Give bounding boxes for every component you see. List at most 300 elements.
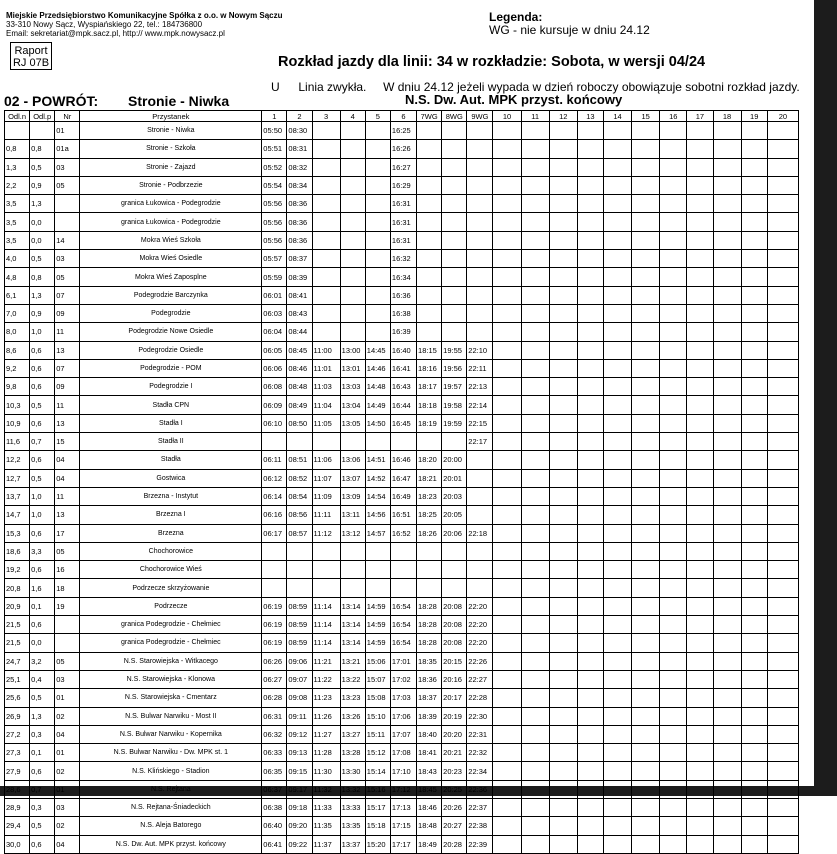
- departure-time-cell: [340, 140, 365, 158]
- distance-total-cell: 28,9: [5, 798, 30, 816]
- empty-course-cell: [660, 122, 687, 140]
- stop-name-cell: granica Podegrodzie - Chełmiec: [80, 634, 262, 652]
- departure-time-cell: [312, 158, 340, 176]
- empty-course-cell: [660, 268, 687, 286]
- stop-number-cell: [55, 213, 80, 231]
- empty-course-cell: [687, 433, 713, 451]
- departure-time-cell: 09:06: [287, 652, 312, 670]
- distance-segment-cell: 0,0: [30, 213, 55, 231]
- empty-course-cell: [632, 561, 660, 579]
- empty-course-cell: [493, 817, 521, 835]
- empty-course-cell: [493, 798, 521, 816]
- empty-course-cell: [767, 652, 798, 670]
- departure-time-cell: [312, 231, 340, 249]
- departure-time-cell: 09:22: [287, 835, 312, 853]
- empty-course-cell: [660, 213, 687, 231]
- empty-course-cell: [687, 835, 713, 853]
- company-name: Miejskie Przedsiębiorstwo Komunikacyjne Spółka z o.o. w Nowym Sączu: [6, 11, 283, 20]
- table-row: [5, 158, 799, 176]
- departure-time-cell: [312, 286, 340, 304]
- table-row: [5, 506, 799, 524]
- empty-course-cell: [493, 176, 521, 194]
- stop-number-cell: 15: [55, 433, 80, 451]
- departure-time-cell: [417, 122, 442, 140]
- empty-course-cell: [687, 707, 713, 725]
- empty-course-cell: [603, 561, 631, 579]
- stop-number-cell: 05: [55, 176, 80, 194]
- empty-course-cell: [713, 817, 741, 835]
- distance-segment-cell: 0,6: [30, 359, 55, 377]
- empty-course-cell: [713, 268, 741, 286]
- empty-course-cell: [577, 140, 603, 158]
- departure-time-cell: 22:27: [467, 670, 493, 688]
- departure-time-cell: 08:48: [287, 378, 312, 396]
- departure-time-cell: [467, 140, 493, 158]
- departure-time-cell: 13:28: [340, 744, 365, 762]
- empty-course-cell: [603, 396, 631, 414]
- departure-time-cell: [442, 250, 467, 268]
- distance-total-cell: 18,6: [5, 542, 30, 560]
- empty-course-cell: [741, 744, 767, 762]
- departure-time-cell: [417, 268, 442, 286]
- empty-course-cell: [577, 286, 603, 304]
- empty-course-cell: [549, 268, 577, 286]
- stop-name-cell: granica Łukowica - Podegrodzie: [80, 195, 262, 213]
- departure-time-cell: 14:45: [365, 341, 390, 359]
- departure-time-cell: 08:45: [287, 341, 312, 359]
- empty-course-cell: [577, 158, 603, 176]
- departure-time-cell: 14:52: [365, 469, 390, 487]
- departure-time-cell: [467, 451, 493, 469]
- table-row: [5, 268, 799, 286]
- stop-number-cell: 03: [55, 798, 80, 816]
- empty-course-cell: [577, 195, 603, 213]
- departure-time-cell: 20:08: [442, 597, 467, 615]
- table-row: [5, 414, 799, 432]
- distance-total-cell: 3,5: [5, 195, 30, 213]
- stop-name-cell: Stronie - Zajazd: [80, 158, 262, 176]
- departure-time-cell: 05:56: [262, 213, 287, 231]
- departure-time-cell: 17:15: [390, 817, 416, 835]
- empty-course-cell: [549, 231, 577, 249]
- departure-time-cell: [442, 323, 467, 341]
- departure-time-cell: 06:16: [262, 506, 287, 524]
- empty-course-cell: [741, 378, 767, 396]
- column-header: 5: [365, 111, 390, 122]
- departure-time-cell: 13:14: [340, 597, 365, 615]
- distance-segment-cell: 1,3: [30, 195, 55, 213]
- departure-time-cell: 13:12: [340, 524, 365, 542]
- empty-course-cell: [493, 835, 521, 853]
- empty-course-cell: [603, 378, 631, 396]
- empty-course-cell: [632, 670, 660, 688]
- departure-time-cell: 16:31: [390, 213, 416, 231]
- empty-course-cell: [713, 652, 741, 670]
- empty-course-cell: [767, 744, 798, 762]
- empty-course-cell: [521, 597, 549, 615]
- departure-time-cell: 22:11: [467, 359, 493, 377]
- distance-segment-cell: 0,7: [30, 780, 55, 798]
- stop-number-cell: 13: [55, 506, 80, 524]
- departure-time-cell: 06:26: [262, 652, 287, 670]
- empty-course-cell: [603, 506, 631, 524]
- table-row: [5, 835, 799, 853]
- departure-time-cell: 16:43: [390, 378, 416, 396]
- departure-time-cell: 15:18: [365, 817, 390, 835]
- empty-course-cell: [603, 304, 631, 322]
- empty-course-cell: [549, 652, 577, 670]
- stop-number-cell: 13: [55, 341, 80, 359]
- empty-course-cell: [549, 213, 577, 231]
- empty-course-cell: [713, 213, 741, 231]
- empty-course-cell: [767, 122, 798, 140]
- empty-course-cell: [521, 286, 549, 304]
- empty-course-cell: [549, 817, 577, 835]
- distance-total-cell: 11,6: [5, 433, 30, 451]
- distance-segment-cell: 0,0: [30, 231, 55, 249]
- empty-course-cell: [660, 176, 687, 194]
- departure-time-cell: 06:41: [262, 835, 287, 853]
- empty-course-cell: [521, 616, 549, 634]
- empty-course-cell: [577, 725, 603, 743]
- empty-course-cell: [687, 469, 713, 487]
- stop-name-cell: Podrzecze skrzyżowanie: [80, 579, 262, 597]
- empty-course-cell: [713, 542, 741, 560]
- distance-segment-cell: 0,5: [30, 817, 55, 835]
- departure-time-cell: 14:48: [365, 378, 390, 396]
- stop-name-cell: N.S. Bulwar Narwiku - Dw. MPK st. 1: [80, 744, 262, 762]
- empty-course-cell: [521, 487, 549, 505]
- departure-time-cell: [417, 250, 442, 268]
- departure-time-cell: 09:12: [287, 725, 312, 743]
- departure-time-cell: 09:07: [287, 670, 312, 688]
- empty-course-cell: [632, 359, 660, 377]
- departure-time-cell: [312, 268, 340, 286]
- empty-course-cell: [577, 122, 603, 140]
- departure-time-cell: 11:01: [312, 359, 340, 377]
- distance-total-cell: 27,9: [5, 762, 30, 780]
- empty-course-cell: [577, 378, 603, 396]
- empty-course-cell: [577, 176, 603, 194]
- empty-course-cell: [687, 561, 713, 579]
- distance-total-cell: 27,3: [5, 744, 30, 762]
- departure-time-cell: 11:06: [312, 451, 340, 469]
- stop-number-cell: 02: [55, 762, 80, 780]
- empty-course-cell: [687, 176, 713, 194]
- departure-time-cell: [365, 231, 390, 249]
- empty-course-cell: [660, 652, 687, 670]
- departure-time-cell: 20:03: [442, 487, 467, 505]
- empty-course-cell: [660, 561, 687, 579]
- empty-course-cell: [521, 231, 549, 249]
- departure-time-cell: [417, 579, 442, 597]
- empty-course-cell: [493, 469, 521, 487]
- empty-course-cell: [687, 140, 713, 158]
- empty-course-cell: [741, 597, 767, 615]
- stop-number-cell: 05: [55, 652, 80, 670]
- departure-time-cell: 18:25: [417, 506, 442, 524]
- distance-total-cell: 15,3: [5, 524, 30, 542]
- departure-time-cell: 13:23: [340, 689, 365, 707]
- empty-course-cell: [549, 506, 577, 524]
- departure-time-cell: [365, 140, 390, 158]
- departure-time-cell: 17:03: [390, 689, 416, 707]
- empty-course-cell: [741, 396, 767, 414]
- stop-number-cell: 05: [55, 542, 80, 560]
- empty-course-cell: [660, 396, 687, 414]
- empty-course-cell: [632, 378, 660, 396]
- departure-time-cell: [365, 561, 390, 579]
- empty-course-cell: [741, 176, 767, 194]
- empty-course-cell: [577, 744, 603, 762]
- departure-time-cell: 16:32: [390, 250, 416, 268]
- empty-course-cell: [493, 158, 521, 176]
- company-address: 33-310 Nowy Sącz, Wyspiańskiego 22, tel.: 184736800: [6, 20, 203, 29]
- empty-course-cell: [632, 176, 660, 194]
- distance-total-cell: 25,1: [5, 670, 30, 688]
- departure-time-cell: 22:18: [467, 524, 493, 542]
- table-row: [5, 469, 799, 487]
- empty-course-cell: [577, 487, 603, 505]
- distance-segment-cell: 0,8: [30, 140, 55, 158]
- empty-course-cell: [741, 817, 767, 835]
- departure-time-cell: 05:50: [262, 122, 287, 140]
- stop-number-cell: 11: [55, 323, 80, 341]
- empty-course-cell: [603, 451, 631, 469]
- distance-segment-cell: 0,9: [30, 176, 55, 194]
- departure-time-cell: [417, 433, 442, 451]
- empty-course-cell: [632, 286, 660, 304]
- departure-time-cell: 20:28: [442, 835, 467, 853]
- departure-time-cell: [467, 231, 493, 249]
- departure-time-cell: 11:22: [312, 670, 340, 688]
- empty-course-cell: [767, 670, 798, 688]
- empty-course-cell: [603, 250, 631, 268]
- empty-course-cell: [767, 140, 798, 158]
- empty-course-cell: [741, 213, 767, 231]
- empty-course-cell: [577, 506, 603, 524]
- empty-course-cell: [603, 725, 631, 743]
- distance-segment-cell: 0,1: [30, 744, 55, 762]
- empty-course-cell: [713, 744, 741, 762]
- empty-course-cell: [632, 268, 660, 286]
- empty-course-cell: [549, 140, 577, 158]
- empty-course-cell: [660, 341, 687, 359]
- departure-time-cell: [312, 561, 340, 579]
- stop-number-cell: 03: [55, 250, 80, 268]
- departure-time-cell: 17:13: [390, 798, 416, 816]
- distance-total-cell: 2,2: [5, 176, 30, 194]
- departure-time-cell: [312, 304, 340, 322]
- departure-time-cell: 05:56: [262, 231, 287, 249]
- departure-time-cell: 06:40: [262, 817, 287, 835]
- empty-course-cell: [687, 341, 713, 359]
- stop-name-cell: Stadła CPN: [80, 396, 262, 414]
- empty-course-cell: [549, 707, 577, 725]
- departure-time-cell: [442, 561, 467, 579]
- departure-time-cell: [442, 176, 467, 194]
- departure-time-cell: 17:01: [390, 652, 416, 670]
- departure-time-cell: 13:09: [340, 487, 365, 505]
- departure-time-cell: [365, 195, 390, 213]
- departure-time-cell: 06:09: [262, 396, 287, 414]
- departure-time-cell: 17:07: [390, 725, 416, 743]
- departure-time-cell: 06:03: [262, 304, 287, 322]
- stop-number-cell: 04: [55, 451, 80, 469]
- empty-course-cell: [687, 378, 713, 396]
- table-body: [5, 122, 799, 854]
- empty-course-cell: [549, 176, 577, 194]
- departure-time-cell: 22:34: [467, 762, 493, 780]
- departure-time-cell: [340, 542, 365, 560]
- empty-course-cell: [713, 469, 741, 487]
- departure-time-cell: 16:45: [390, 414, 416, 432]
- empty-course-cell: [577, 634, 603, 652]
- departure-time-cell: 14:56: [365, 506, 390, 524]
- stop-number-cell: 19: [55, 597, 80, 615]
- departure-time-cell: 18:15: [417, 341, 442, 359]
- table-row: [5, 597, 799, 615]
- departure-time-cell: [365, 579, 390, 597]
- empty-course-cell: [767, 487, 798, 505]
- departure-time-cell: 22:20: [467, 597, 493, 615]
- table-row: [5, 213, 799, 231]
- empty-course-cell: [521, 634, 549, 652]
- empty-course-cell: [521, 506, 549, 524]
- stop-number-cell: 04: [55, 725, 80, 743]
- departure-time-cell: [312, 195, 340, 213]
- departure-time-cell: 20:00: [442, 451, 467, 469]
- table-row: [5, 616, 799, 634]
- distance-total-cell: 1,3: [5, 158, 30, 176]
- departure-time-cell: [442, 579, 467, 597]
- empty-course-cell: [549, 670, 577, 688]
- empty-course-cell: [660, 451, 687, 469]
- departure-time-cell: [442, 213, 467, 231]
- departure-time-cell: 06:06: [262, 359, 287, 377]
- departure-time-cell: 20:26: [442, 798, 467, 816]
- empty-course-cell: [493, 396, 521, 414]
- empty-course-cell: [660, 835, 687, 853]
- distance-total-cell: 12,7: [5, 469, 30, 487]
- departure-time-cell: [442, 304, 467, 322]
- departure-time-cell: 14:51: [365, 451, 390, 469]
- empty-course-cell: [687, 250, 713, 268]
- stop-name-cell: N.S. Bulwar Narwiku - Kopernika: [80, 725, 262, 743]
- empty-course-cell: [741, 579, 767, 597]
- table-header-row: [5, 111, 799, 122]
- empty-course-cell: [603, 652, 631, 670]
- distance-segment-cell: 0,5: [30, 689, 55, 707]
- empty-course-cell: [493, 304, 521, 322]
- empty-course-cell: [493, 616, 521, 634]
- departure-time-cell: 16:54: [390, 616, 416, 634]
- table-row: [5, 579, 799, 597]
- departure-time-cell: [467, 176, 493, 194]
- departure-time-cell: 09:15: [287, 762, 312, 780]
- distance-segment-cell: 0,9: [30, 304, 55, 322]
- departure-time-cell: 08:30: [287, 122, 312, 140]
- empty-course-cell: [603, 341, 631, 359]
- stop-name-cell: Stronie - Niwka: [80, 122, 262, 140]
- stop-number-cell: 03: [55, 670, 80, 688]
- departure-time-cell: 05:56: [262, 195, 287, 213]
- departure-time-cell: [467, 542, 493, 560]
- departure-time-cell: 18:28: [417, 634, 442, 652]
- empty-course-cell: [660, 286, 687, 304]
- empty-course-cell: [521, 304, 549, 322]
- departure-time-cell: 22:20: [467, 616, 493, 634]
- departure-time-cell: 08:41: [287, 286, 312, 304]
- empty-course-cell: [632, 798, 660, 816]
- stop-number-cell: 02: [55, 707, 80, 725]
- departure-time-cell: [390, 433, 416, 451]
- empty-course-cell: [521, 433, 549, 451]
- distance-segment-cell: 1,3: [30, 286, 55, 304]
- empty-course-cell: [713, 231, 741, 249]
- departure-time-cell: 13:14: [340, 634, 365, 652]
- departure-time-cell: 18:20: [417, 451, 442, 469]
- departure-time-cell: 20:23: [442, 762, 467, 780]
- departure-time-cell: [312, 323, 340, 341]
- empty-course-cell: [741, 798, 767, 816]
- empty-course-cell: [549, 323, 577, 341]
- departure-time-cell: [417, 561, 442, 579]
- stop-name-cell: N.S. Bulwar Narwiku - Most II: [80, 707, 262, 725]
- departure-time-cell: 13:11: [340, 506, 365, 524]
- stop-number-cell: 01: [55, 689, 80, 707]
- distance-total-cell: 3,5: [5, 231, 30, 249]
- departure-time-cell: [442, 122, 467, 140]
- empty-course-cell: [549, 835, 577, 853]
- stop-name-cell: Podegrodzie - POM: [80, 359, 262, 377]
- empty-course-cell: [521, 323, 549, 341]
- departure-time-cell: 14:59: [365, 616, 390, 634]
- departure-time-cell: [340, 286, 365, 304]
- departure-time-cell: 08:37: [287, 250, 312, 268]
- distance-segment-cell: 1,3: [30, 707, 55, 725]
- table-row: [5, 396, 799, 414]
- departure-time-cell: 06:05: [262, 341, 287, 359]
- empty-course-cell: [549, 597, 577, 615]
- departure-time-cell: [365, 268, 390, 286]
- empty-course-cell: [603, 524, 631, 542]
- empty-course-cell: [603, 176, 631, 194]
- empty-course-cell: [660, 725, 687, 743]
- empty-course-cell: [660, 817, 687, 835]
- departure-time-cell: 20:21: [442, 744, 467, 762]
- empty-course-cell: [713, 122, 741, 140]
- departure-time-cell: 16:34: [390, 268, 416, 286]
- legend-text: WG - nie kursuje w dniu 24.12: [489, 23, 650, 37]
- empty-course-cell: [767, 616, 798, 634]
- empty-course-cell: [549, 122, 577, 140]
- departure-time-cell: [340, 158, 365, 176]
- column-header: 10: [493, 111, 521, 122]
- departure-time-cell: 19:55: [442, 341, 467, 359]
- stop-number-cell: 02: [55, 817, 80, 835]
- departure-time-cell: [287, 433, 312, 451]
- empty-course-cell: [767, 396, 798, 414]
- departure-time-cell: 18:16: [417, 359, 442, 377]
- column-header: 13: [577, 111, 603, 122]
- empty-course-cell: [713, 323, 741, 341]
- departure-time-cell: 13:06: [340, 451, 365, 469]
- empty-course-cell: [741, 524, 767, 542]
- empty-course-cell: [660, 506, 687, 524]
- empty-course-cell: [741, 140, 767, 158]
- empty-course-cell: [549, 195, 577, 213]
